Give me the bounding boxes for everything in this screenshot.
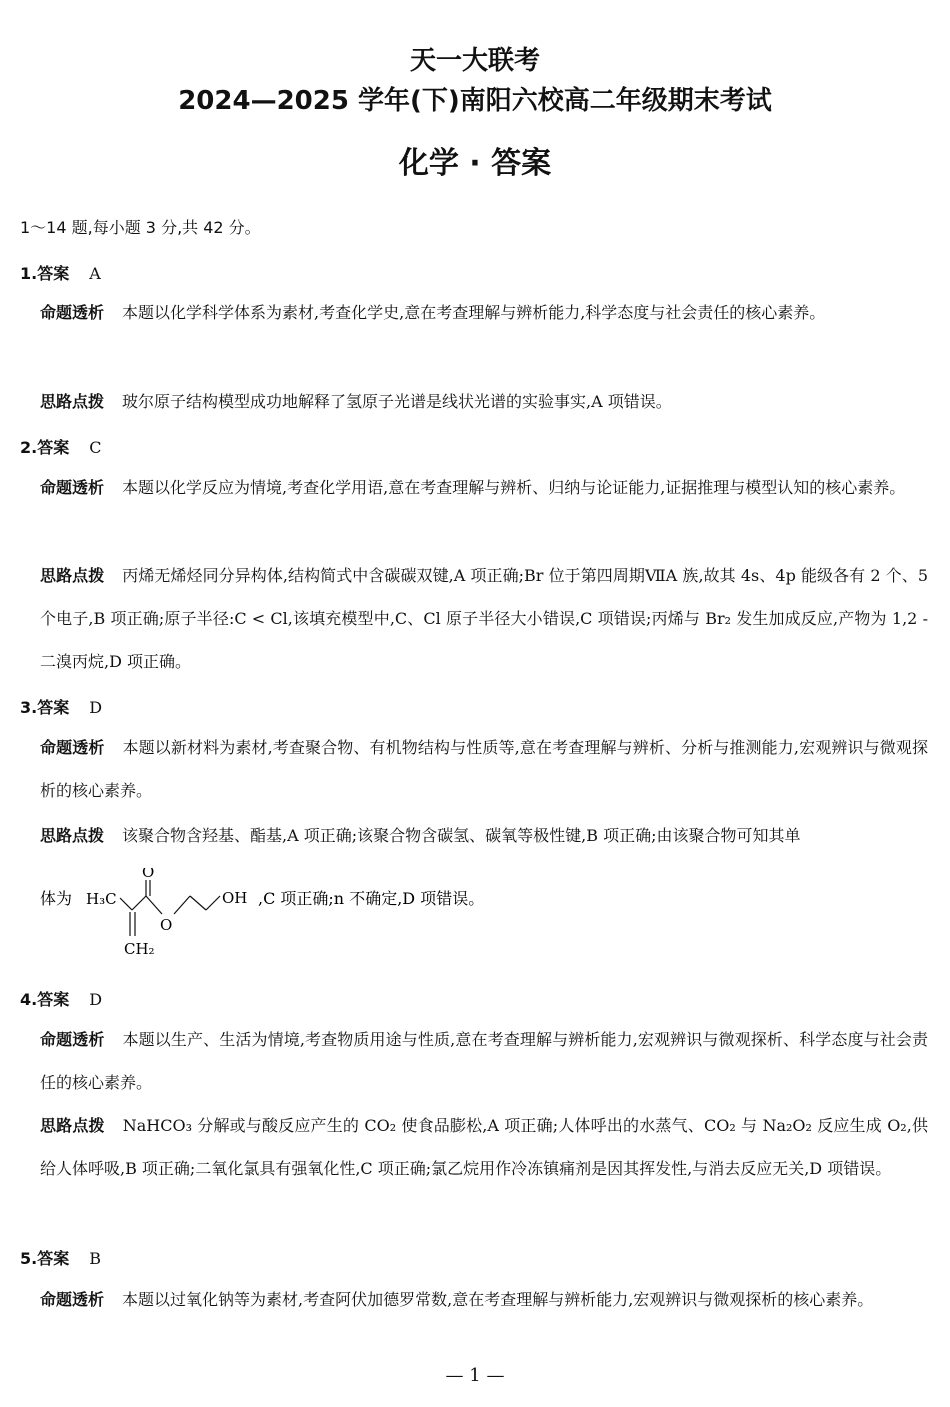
question-3-analysis	[40, 726, 928, 812]
question-3-answer	[20, 695, 102, 718]
question-5-analysis	[40, 1278, 928, 1321]
exam-title: 2024—2025 学年(下)南阳六校高二年级期末考试	[178, 86, 772, 116]
monomer-structure	[40, 868, 640, 964]
page-number: — 1 —	[445, 1365, 505, 1386]
question-number: 2.	[20, 438, 38, 457]
answer-label: 答案	[37, 1249, 70, 1268]
carbonyl-o-label: O	[142, 868, 155, 881]
analysis-label: 命题透析	[40, 738, 105, 757]
bond-ch2-ch2	[190, 896, 206, 910]
question-number: 5.	[20, 1249, 38, 1268]
answer-label: 答案	[37, 438, 70, 457]
hint-cont-prefix: 体为	[40, 889, 73, 908]
question-2-analysis	[40, 466, 928, 509]
org-title: 天一大联考	[409, 46, 540, 76]
hint-label: 思路点拨	[40, 1116, 105, 1135]
answer-value: C	[89, 438, 102, 457]
question-1-hint	[40, 380, 928, 423]
question-2-hint	[40, 554, 928, 683]
hint-text: 该聚合物含羟基、酯基,A 项正确;该聚合物含碳氢、碳氧等极性键,B 项正确;由该聚合物可知其单	[122, 826, 801, 845]
bond-c-carbonyl	[132, 896, 146, 910]
analysis-label: 命题透析	[40, 478, 105, 497]
answer-label: 答案	[37, 698, 70, 717]
answer-label: 答案	[37, 264, 70, 283]
answer-value: D	[89, 698, 103, 717]
hint-text: NaHCO₃ 分解或与酸反应产生的 CO₂ 使食品膨松,A 项正确;人体呼出的水蒸气、CO₂ 与 Na₂O₂ 反应生成 O₂,供给人体呼吸,B 项正确;二氧化氯具有强氧化性,C 项正确;氯乙烷用作冷冻镇痛剂是因其挥发性,与消去反应无关,D 项错误。	[40, 1116, 928, 1178]
analysis-label: 命题透析	[40, 1030, 105, 1049]
bond-ch2-oh	[206, 896, 220, 910]
answer-value: B	[89, 1249, 101, 1268]
analysis-text: 本题以化学科学体系为素材,考查化学史,意在考查理解与辨析能力,科学态度与社会责任的核心素养。	[122, 303, 826, 322]
answer-value: D	[89, 990, 103, 1009]
ester-o-label: O	[160, 916, 173, 934]
hint-label: 思路点拨	[40, 826, 105, 845]
hint-label: 思路点拨	[40, 392, 105, 411]
hint-text: 丙烯无烯烃同分异构体,结构简式中含碳碳双键,A 项正确;Br 位于第四周期ⅦA 族,故其 4s、4p 能级各有 2 个、5 个电子,B 项正确;原子半径:C < Cl,该填充模型中,C、Cl 原子半径大小错误,C 项错误;丙烯与 Br₂ 发生加成反应,产物为 1,2 - 二溴丙烷,D 项正确。	[40, 566, 928, 671]
question-number: 3.	[20, 698, 38, 717]
hint-text: 玻尔原子结构模型成功地解释了氢原子光谱是线状光谱的实验事实,A 项错误。	[122, 392, 672, 411]
question-number: 4.	[20, 990, 38, 1009]
ch3-label: H₃C	[86, 890, 117, 908]
hint-label: 思路点拨	[40, 566, 105, 585]
analysis-text: 本题以生产、生活为情境,考查物质用途与性质,意在考查理解与辨析能力,宏观辨识与微观探析、科学态度与社会责任的核心素养。	[40, 1030, 928, 1092]
bond-o-ch2	[174, 896, 190, 914]
question-1-answer	[20, 261, 101, 284]
monomer-structure-line	[40, 868, 640, 968]
ch2-label: CH₂	[124, 940, 155, 958]
question-4-answer	[20, 987, 102, 1010]
hint-cont-suffix: ,C 项正确;n 不确定,D 项错误。	[258, 889, 485, 908]
question-5-answer	[20, 1246, 101, 1269]
bond-ester-o	[146, 896, 162, 914]
analysis-text: 本题以新材料为素材,考查聚合物、有机物结构与性质等,意在考查理解与辨析、分析与推测能力,宏观辨识与微观探析的核心素养。	[40, 738, 928, 800]
analysis-text: 本题以化学反应为情境,考查化学用语,意在考查理解与辨析、归纳与论证能力,证据推理与模型认知的核心素养。	[122, 478, 906, 497]
analysis-label: 命题透析	[40, 303, 105, 322]
analysis-label: 命题透析	[40, 1290, 105, 1309]
answer-value: A	[89, 264, 101, 283]
question-4-hint	[40, 1104, 928, 1190]
analysis-text: 本题以过氧化钠等为素材,考查阿伏加德罗常数,意在考查理解与辨析能力,宏观辨识与微观探析的核心素养。	[122, 1290, 874, 1309]
question-4-analysis	[40, 1018, 928, 1104]
question-3-hint	[40, 814, 928, 857]
answer-label: 答案	[37, 990, 70, 1009]
subject-title: 化学 · 答案	[398, 146, 552, 181]
scoring-intro: 1～14 题,每小题 3 分,共 42 分。	[20, 218, 261, 237]
question-number: 1.	[20, 264, 38, 283]
oh-label: OH	[222, 889, 248, 907]
question-1-analysis	[40, 291, 928, 334]
bond-ch3-c	[120, 898, 132, 910]
question-2-answer	[20, 435, 101, 458]
